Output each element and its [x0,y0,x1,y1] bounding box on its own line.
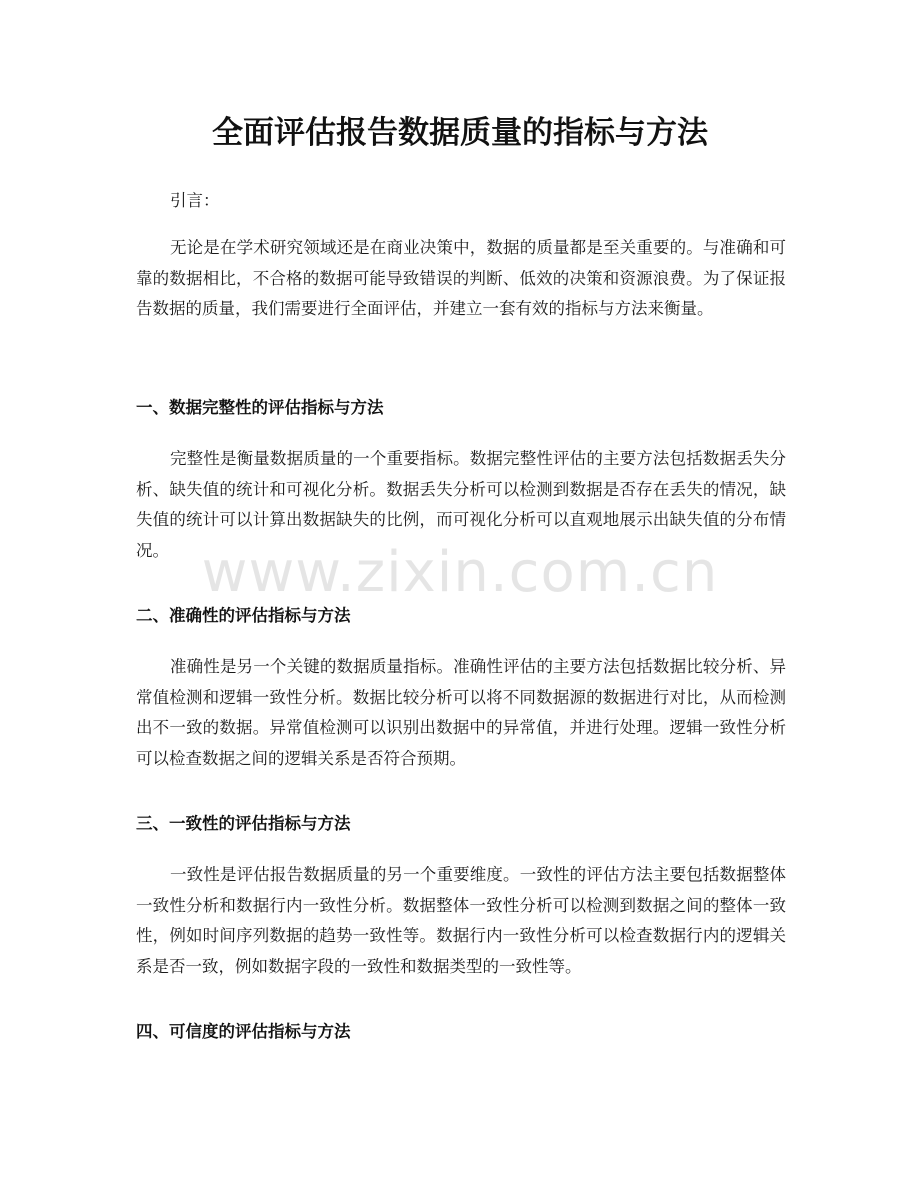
section-heading-consistency: 三、一致性的评估指标与方法 [136,814,351,833]
section-paragraph-completeness: 完整性是衡量数据质量的一个重要指标。数据完整性评估的主要方法包括数据丢失分析、缺失值的统计和可视化分析。数据丢失分析可以检测到数据是否存在丢失的情况，缺失值的统计可以计算出数据缺失的比例，而可视化分析可以直观地展示出缺失值的分布情况。 [136,449,786,560]
document-title: 全面评估报告数据质量的指标与方法 [212,115,708,151]
section-heading-credibility: 四、可信度的评估指标与方法 [136,1022,351,1041]
intro-label: 引言： [170,191,220,210]
intro-paragraph: 无论是在学术研究领域还是在商业决策中，数据的质量都是至关重要的。与准确和可靠的数据相比，不合格的数据可能导致错误的判断、低效的决策和资源浪费。为了保证报告数据的质量，我们需要进行全面评估，并建立一套有效的指标与方法来衡量。 [136,238,786,318]
section-paragraph-consistency: 一致性是评估报告数据质量的另一个重要维度。一致性的评估方法主要包括数据整体一致性分析和数据行内一致性分析。数据整体一致性分析可以检测到数据之间的整体一致性，例如时间序列数据的趋势一致性等。数据行内一致性分析可以检查数据行内的逻辑关系是否一致，例如数据字段的一致性和数据类型的一致性等。 [136,865,786,976]
section-paragraph-accuracy: 准确性是另一个关键的数据质量指标。准确性评估的主要方法包括数据比较分析、异常值检测和逻辑一致性分析。数据比较分析可以将不同数据源的数据进行对比，从而检测出不一致的数据。异常值检测可以识别出数据中的异常值，并进行处理。逻辑一致性分析可以检查数据之间的逻辑关系是否符合预期。 [136,657,786,768]
watermark: www.zixin.com.cn [201,540,719,605]
section-heading-completeness: 一、数据完整性的评估指标与方法 [136,398,384,417]
section-heading-accuracy: 二、准确性的评估指标与方法 [136,606,351,625]
